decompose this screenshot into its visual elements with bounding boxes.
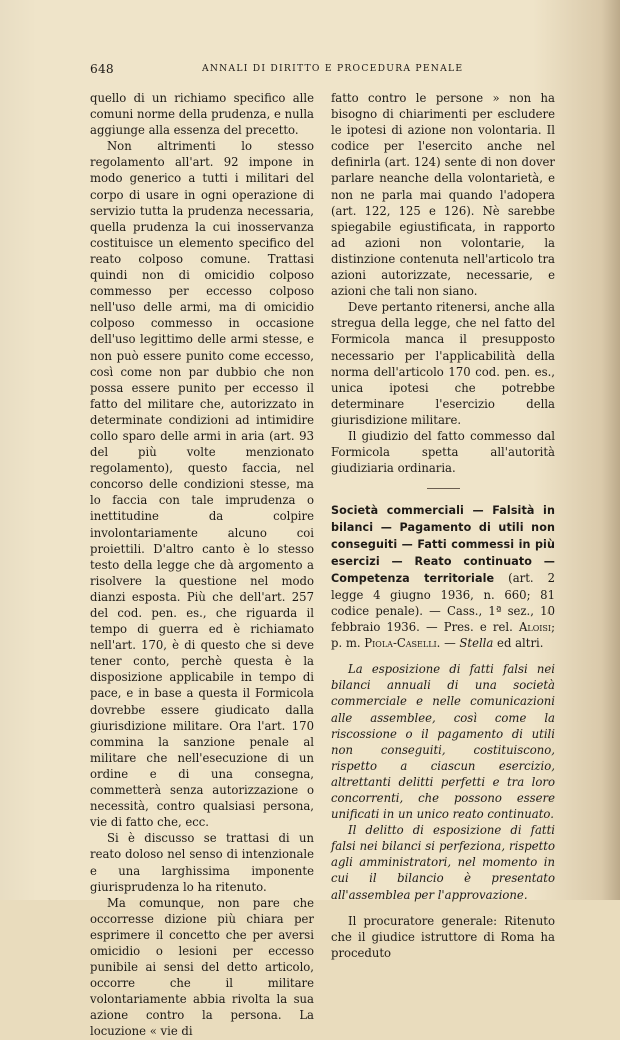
right-paragraph-2: Deve pertanto ritenersi, anche alla stregua della legge, che nel fatto del Formicola manca il presupposto necessario per l'applicabilità della norma dell'articolo 170 cod. pen. es., unica ipotesi che potrebbe determinare l'esercizio della giurisdizione militare. <box>331 300 555 427</box>
paper-speck <box>547 612 549 614</box>
paper-speck <box>201 96 203 98</box>
left-column <box>90 90 314 1040</box>
headnote-title: Società commerciali — Falsità in bilanci — Pagamento di utili non conseguiti — Fatti commessi in più esercizi — Reato continuato — Competenza territoriale <box>331 504 555 586</box>
headnote-parties-suffix: ed altri. <box>493 636 544 651</box>
massima-1: La esposizione di fatti falsi nei bilanci annuali di una società commerciale e nelle comunicazioni alle assemblee, così come la riscossione o il pagamento di utili non conseguiti, costituiscono, rispetto a ciascun esercizio, altrettanti delitti perfetti e tra loro concorrenti, che possono essere unificati in un unico reato continuato. <box>331 662 555 822</box>
left-paragraph-3: Si è discusso se trattasi di un reato doloso nel senso di intenzionale e una larghissima imponente giurisprudenza lo ha ritenuto. <box>90 831 314 894</box>
left-paragraph-4: Ma comunque, non pare che occorresse dizione più chiara per esprimere il concetto che per aversi omicidio o lesioni per eccesso punibile ai sensi del detto articolo, occorre che il militare volontariamente abbia rivolta la sua azione contro la persona. La locuzione « vie di <box>90 895 314 1039</box>
headnote-parties: Stella <box>459 636 494 651</box>
right-column <box>331 90 555 961</box>
spacer <box>331 903 555 913</box>
final-paragraph: Il procuratore generale: Ritenuto che il giudice istruttore di Roma ha proceduto <box>331 913 555 960</box>
headnote-parties-prefix: . — <box>436 636 460 651</box>
page-header <box>90 62 555 78</box>
left-paragraph-1: quello di un richiamo specifico alle comuni norme della prudenza, e nulla aggiunge alla essenza del precetto. <box>90 91 314 138</box>
massima-2: Il delitto di esposizione di fatti falsi nei bilanci si perfeziona, rispetto agli amministratori, nel momento in cui il bilancio è presentato all'assemblea per l'approvazione. <box>331 823 555 902</box>
case-headnote <box>331 502 555 651</box>
right-paragraph-1: fatto contro le persone » non ha bisogno di chiarimenti per escludere le ipotesi di azione non volontaria. Il codice per l'esercito anche nel definirla (art. 124) sente di non dover parlare neanche della volontarietà, e non ne parla mai quando l'adopera (art. 122, 125 e 126). Nè sarebbe spiegabile egiustificata, in rapporto ad azioni non volontarie, la distinzione contenuta nell'articolo tra azioni autorizzate, necessarie, e azioni che tali non siano. <box>331 91 555 299</box>
left-paragraph-2: Non altrimenti lo stesso regolamento all'art. 92 impone in modo generico a tutti i militari del corpo di usare in ogni operazione di servizio tutta la prudenza necessaria, quella prudenza la cui inosservanza costituisce un elemento specifico del reato colposo comune. Trattasi quindi non di omicidio colposo commesso per eccesso colposo nell'uso delle armi, ma di omicidio colposo commesso in occasione dell'uso legittimo delle armi stesse, e non può essere punito come eccesso, così come non par dubbio che non possa essere punito per eccesso il fatto del militare che, autorizzato in determinate condizioni ad intimidire collo sparo delle armi in aria (art. 93 del più volte menzionato regolamento), questo faccia, nel concorso delle condizioni stesse, ma lo faccia con tale imprudenza o inettitudine da colpire involontariamente alcuno coi proiettili. D'altro canto è lo stesso testo della legge che dà argomento a risolvere la questione nel modo dianzi esposta. Più che dell'art. 257 del cod. pen. es., che riguarda il tempo di guerra ed è richiamato nell'art. 170, è di questo che si deve tener conto, perchè questa è la disposizione applicabile in tempo di pace, e in base a questa il Formicola dovrebbe essere giudicato dalla giurisdizione militare. Ora l'art. 170 commina la sanzione penale al militare che nell'esecuzione di un ordine e di una consegna, commetterà senza autorizzazione o necessità, contro qualsiasi persona, vie di fatto che, ecc. <box>90 139 314 830</box>
headnote-citation: (art. 2 legge 4 giugno 1936, n. 660; 81 codice penale). — Cass., 1ª sez., 10 febbraio 1936. — Pres. e rel. <box>331 571 556 635</box>
headnote-president: Aloisi <box>518 620 552 635</box>
running-title: ANNALI DI DIRITTO E PROCEDURA PENALE <box>202 63 464 74</box>
right-paragraph-3: Il giudizio del fatto commesso dal Formicola spetta all'autorità giudiziaria ordinaria. <box>331 428 555 476</box>
section-separator <box>427 488 460 489</box>
headnote-pm-prefix: ; p. m. <box>331 620 555 651</box>
page-number: 648 <box>90 62 114 76</box>
paper-speck <box>307 438 309 440</box>
headnote-pm: Piola-Caselli <box>364 636 437 651</box>
